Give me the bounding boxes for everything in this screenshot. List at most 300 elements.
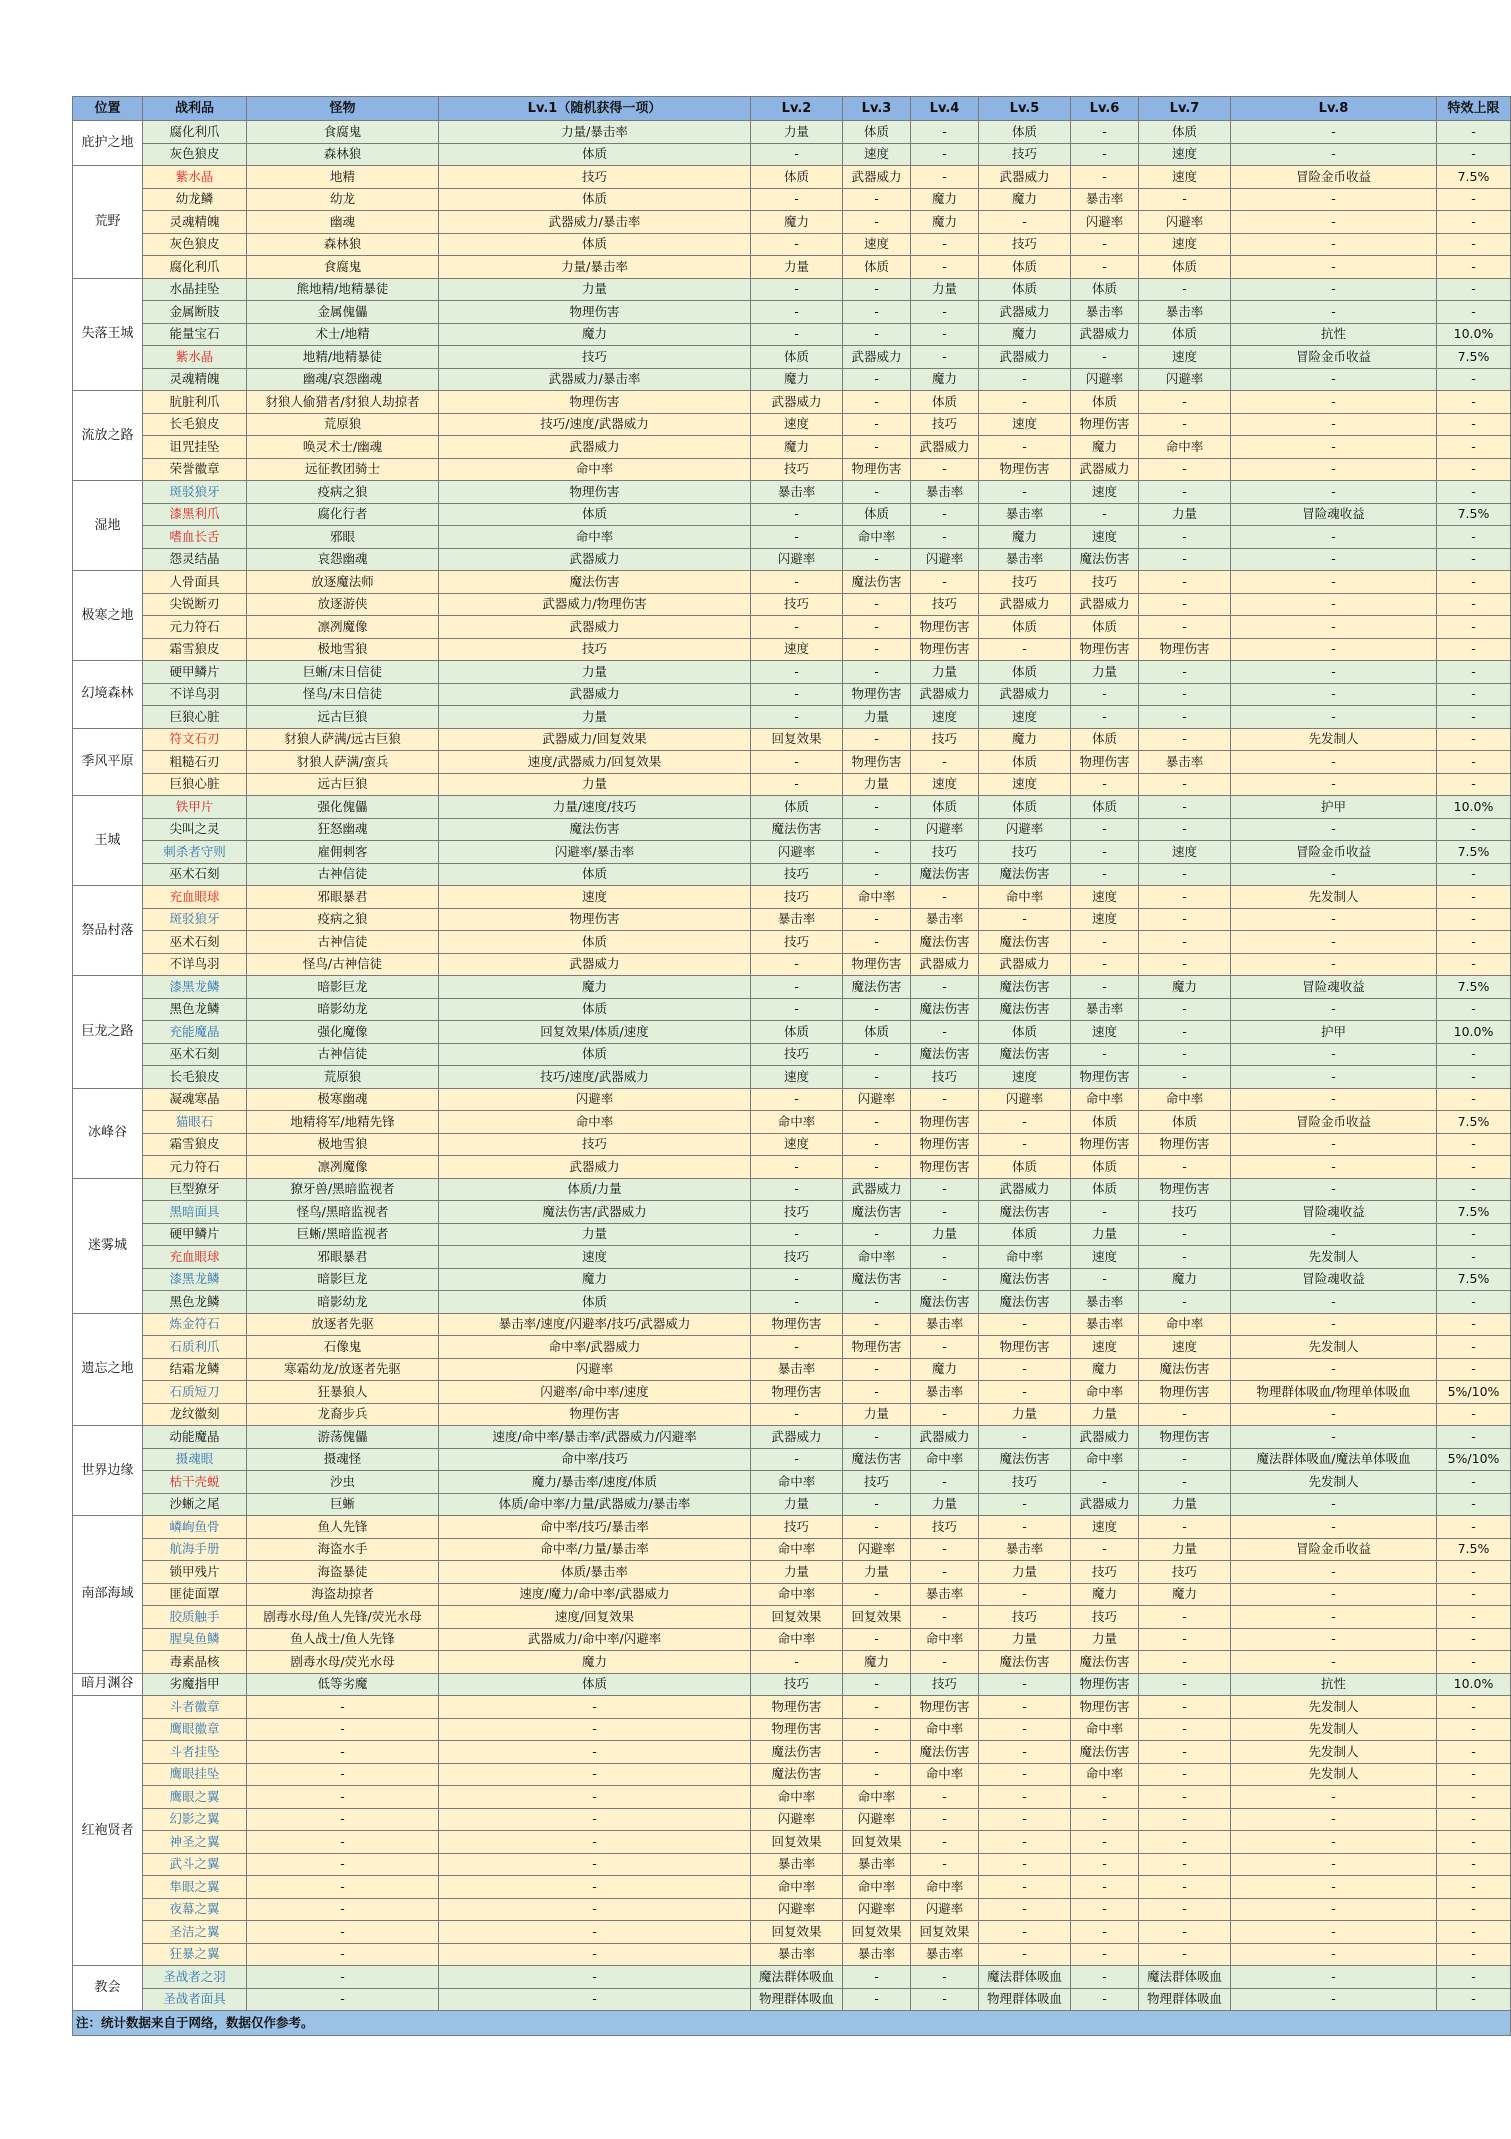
lv4-cell: - <box>911 256 979 279</box>
lv2-cell: - <box>751 1178 843 1201</box>
monster-cell: 古神信徒 <box>247 863 439 886</box>
effect-cap-cell: - <box>1437 1066 1511 1089</box>
lv5-cell: 武器威力 <box>979 166 1071 189</box>
lv6-cell: - <box>1071 1201 1139 1224</box>
loot-cell: 不详鸟羽 <box>143 683 247 706</box>
loot-cell: 元力符石 <box>143 616 247 639</box>
loot-cell: 充血眼球 <box>143 1246 247 1269</box>
lv1-cell: 技巧/速度/武器威力 <box>439 413 751 436</box>
lv3-cell: - <box>843 1718 911 1741</box>
lv6-cell: 体质 <box>1071 1111 1139 1134</box>
lv3-cell: 命中率 <box>843 1246 911 1269</box>
lv4-cell: 物理伤害 <box>911 1696 979 1719</box>
lv7-cell: - <box>1139 1516 1231 1539</box>
lv8-cell: - <box>1231 683 1437 706</box>
lv4-cell: 武器威力 <box>911 683 979 706</box>
location-cell: 荒野 <box>73 166 143 279</box>
lv5-cell: - <box>979 1763 1071 1786</box>
effect-cap-cell: - <box>1437 1358 1511 1381</box>
lv6-cell: 体质 <box>1071 728 1139 751</box>
lv6-cell: 暴击率 <box>1071 998 1139 1021</box>
lv5-cell: 命中率 <box>979 886 1071 909</box>
lv4-cell: 魔法伤害 <box>911 1043 979 1066</box>
monster-cell: 海盗水手 <box>247 1538 439 1561</box>
lv8-cell: - <box>1231 1291 1437 1314</box>
table-row <box>73 121 1511 144</box>
lv3-cell: - <box>843 481 911 504</box>
lv1-cell: 体质 <box>439 1291 751 1314</box>
effect-cap-cell: - <box>1437 301 1511 324</box>
footnote: 注：统计数据来自于网络，数据仅作参考。 <box>73 2011 1511 2036</box>
lv2-cell: 技巧 <box>751 1516 843 1539</box>
lv4-cell: - <box>911 751 979 774</box>
loot-table <box>72 96 1511 2036</box>
lv5-cell: 武器威力 <box>979 346 1071 369</box>
loot-cell: 巨狼心脏 <box>143 706 247 729</box>
lv4-cell: - <box>911 1178 979 1201</box>
lv2-cell: 速度 <box>751 1133 843 1156</box>
lv1-cell: 体质 <box>439 143 751 166</box>
lv8-cell: - <box>1231 301 1437 324</box>
lv2-cell: - <box>751 1088 843 1111</box>
column-header-lv5: Lv.5 <box>979 97 1071 121</box>
lv6-cell: - <box>1071 1786 1139 1809</box>
lv4-cell: 技巧 <box>911 728 979 751</box>
table-row <box>73 301 1511 324</box>
table-row <box>73 481 1511 504</box>
lv4-cell: 物理伤害 <box>911 1111 979 1134</box>
lv4-cell: 技巧 <box>911 841 979 864</box>
lv3-cell: - <box>843 638 911 661</box>
lv7-cell: - <box>1139 998 1231 1021</box>
lv1-cell: 力量/暴击率 <box>439 121 751 144</box>
location-cell: 教会 <box>73 1966 143 2011</box>
lv1-cell: 力量 <box>439 661 751 684</box>
lv6-cell: - <box>1071 931 1139 954</box>
lv6-cell: 物理伤害 <box>1071 751 1139 774</box>
lv3-cell: - <box>843 1988 911 2011</box>
lv5-cell: 魔法伤害 <box>979 976 1071 999</box>
effect-cap-cell: - <box>1437 548 1511 571</box>
lv8-cell: - <box>1231 998 1437 1021</box>
monster-cell: 疫病之狼 <box>247 908 439 931</box>
table-row <box>73 413 1511 436</box>
lv2-cell: 回复效果 <box>751 1921 843 1944</box>
lv2-cell: - <box>751 1223 843 1246</box>
note-row <box>73 2011 1511 2036</box>
lv6-cell: 闪避率 <box>1071 368 1139 391</box>
effect-cap-cell: 10.0% <box>1437 1673 1511 1696</box>
lv8-cell: - <box>1231 1583 1437 1606</box>
lv8-cell: 先发制人 <box>1231 1741 1437 1764</box>
monster-cell: 极地雪狼 <box>247 1133 439 1156</box>
lv5-cell: 技巧 <box>979 841 1071 864</box>
loot-cell: 凝魂寒晶 <box>143 1088 247 1111</box>
monster-cell: - <box>247 1696 439 1719</box>
effect-cap-cell: - <box>1437 1516 1511 1539</box>
lv5-cell: 体质 <box>979 1156 1071 1179</box>
lv8-cell: - <box>1231 638 1437 661</box>
location-cell: 王城 <box>73 796 143 886</box>
lv8-cell: - <box>1231 1921 1437 1944</box>
lv5-cell: 武器威力 <box>979 301 1071 324</box>
loot-cell: 幼龙鳞 <box>143 188 247 211</box>
lv5-cell: 闪避率 <box>979 1088 1071 1111</box>
effect-cap-cell: - <box>1437 1786 1511 1809</box>
lv2-cell: 暴击率 <box>751 908 843 931</box>
loot-cell: 炼金符石 <box>143 1313 247 1336</box>
lv5-cell: 体质 <box>979 616 1071 639</box>
lv7-cell: 闪避率 <box>1139 211 1231 234</box>
lv5-cell: 技巧 <box>979 571 1071 594</box>
table-row <box>73 1246 1511 1269</box>
table-row <box>73 863 1511 886</box>
loot-cell: 摄魂眼 <box>143 1448 247 1471</box>
lv1-cell: 命中率 <box>439 458 751 481</box>
lv2-cell: - <box>751 1448 843 1471</box>
lv7-cell: - <box>1139 1673 1231 1696</box>
lv5-cell: - <box>979 1943 1071 1966</box>
lv3-cell: - <box>843 616 911 639</box>
lv3-cell: - <box>843 1111 911 1134</box>
lv8-cell: - <box>1231 121 1437 144</box>
effect-cap-cell: - <box>1437 1426 1511 1449</box>
lv8-cell: 冒险魂收益 <box>1231 1268 1437 1291</box>
lv2-cell: 力量 <box>751 121 843 144</box>
table-row <box>73 346 1511 369</box>
loot-cell: 圣战者之羽 <box>143 1966 247 1989</box>
lv2-cell: - <box>751 661 843 684</box>
lv5-cell: - <box>979 1516 1071 1539</box>
monster-cell: - <box>247 1831 439 1854</box>
lv5-cell: - <box>979 1718 1071 1741</box>
lv1-cell: 速度/回复效果 <box>439 1606 751 1629</box>
loot-cell: 充血眼球 <box>143 886 247 909</box>
monster-cell: 哀怨幽魂 <box>247 548 439 571</box>
monster-cell: 森林狼 <box>247 233 439 256</box>
lv4-cell: 力量 <box>911 1493 979 1516</box>
monster-cell: 凛冽魔像 <box>247 1156 439 1179</box>
lv3-cell: 命中率 <box>843 1786 911 1809</box>
lv8-cell: - <box>1231 1831 1437 1854</box>
lv5-cell: 力量 <box>979 1403 1071 1426</box>
table-body <box>73 121 1511 2036</box>
lv4-cell: - <box>911 1268 979 1291</box>
lv4-cell: 速度 <box>911 706 979 729</box>
table-row <box>73 368 1511 391</box>
column-header-monster: 怪物 <box>247 97 439 121</box>
loot-cell: 猫眼石 <box>143 1111 247 1134</box>
location-cell: 庇护之地 <box>73 121 143 166</box>
lv8-cell: - <box>1231 1156 1437 1179</box>
lv3-cell: - <box>843 323 911 346</box>
effect-cap-cell: - <box>1437 1718 1511 1741</box>
lv4-cell: - <box>911 143 979 166</box>
lv2-cell: 物理伤害 <box>751 1696 843 1719</box>
lv5-cell: 体质 <box>979 1021 1071 1044</box>
lv1-cell: - <box>439 1741 751 1764</box>
lv6-cell: - <box>1071 256 1139 279</box>
effect-cap-cell: 7.5% <box>1437 1538 1511 1561</box>
lv8-cell: 冒险魂收益 <box>1231 1201 1437 1224</box>
lv5-cell: 魔法伤害 <box>979 863 1071 886</box>
lv1-cell: 命中率/力量/暴击率 <box>439 1538 751 1561</box>
lv3-cell: 闪避率 <box>843 1088 911 1111</box>
lv4-cell: 魔法伤害 <box>911 1741 979 1764</box>
lv3-cell: - <box>843 188 911 211</box>
lv3-cell: 命中率 <box>843 526 911 549</box>
lv5-cell: - <box>979 1831 1071 1854</box>
lv8-cell: - <box>1231 1358 1437 1381</box>
lv1-cell: 技巧 <box>439 166 751 189</box>
lv2-cell: 魔力 <box>751 436 843 459</box>
lv1-cell: 命中率/技巧/暴击率 <box>439 1516 751 1539</box>
table-row <box>73 751 1511 774</box>
lv5-cell: 命中率 <box>979 1246 1071 1269</box>
lv1-cell: 物理伤害 <box>439 1403 751 1426</box>
effect-cap-cell: - <box>1437 1763 1511 1786</box>
effect-cap-cell: - <box>1437 1831 1511 1854</box>
column-header-effect-cap: 特效上限 <box>1437 97 1511 121</box>
lv6-cell: - <box>1071 1898 1139 1921</box>
loot-cell: 怨灵结晶 <box>143 548 247 571</box>
lv1-cell: 力量 <box>439 706 751 729</box>
lv8-cell: 冒险魂收益 <box>1231 976 1437 999</box>
lv4-cell: 命中率 <box>911 1763 979 1786</box>
table-row <box>73 188 1511 211</box>
table-row <box>73 953 1511 976</box>
lv4-cell: - <box>911 571 979 594</box>
table-row <box>73 1538 1511 1561</box>
lv1-cell: 速度/武器威力/回复效果 <box>439 751 751 774</box>
lv4-cell: 物理伤害 <box>911 1133 979 1156</box>
effect-cap-cell: 7.5% <box>1437 166 1511 189</box>
lv2-cell: 体质 <box>751 796 843 819</box>
lv5-cell: 武器威力 <box>979 953 1071 976</box>
loot-cell: 巨狼心脏 <box>143 773 247 796</box>
lv5-cell: 魔法伤害 <box>979 1291 1071 1314</box>
lv4-cell: 暴击率 <box>911 1313 979 1336</box>
lv3-cell: - <box>843 1493 911 1516</box>
lv5-cell: - <box>979 908 1071 931</box>
lv8-cell: - <box>1231 1561 1437 1584</box>
loot-cell: 金属断肢 <box>143 301 247 324</box>
lv6-cell: - <box>1071 1808 1139 1831</box>
loot-cell: 漆黑利爪 <box>143 503 247 526</box>
lv6-cell: - <box>1071 818 1139 841</box>
lv8-cell: 先发制人 <box>1231 1763 1437 1786</box>
lv3-cell: 力量 <box>843 706 911 729</box>
effect-cap-cell: - <box>1437 1088 1511 1111</box>
lv3-cell: - <box>843 728 911 751</box>
lv3-cell: 武器威力 <box>843 166 911 189</box>
lv8-cell: - <box>1231 188 1437 211</box>
lv8-cell: - <box>1231 751 1437 774</box>
lv5-cell: - <box>979 1696 1071 1719</box>
table-row <box>73 841 1511 864</box>
lv2-cell: - <box>751 526 843 549</box>
table-row <box>73 638 1511 661</box>
lv8-cell: - <box>1231 1808 1437 1831</box>
lv6-cell: 速度 <box>1071 1246 1139 1269</box>
lv2-cell: 命中率 <box>751 1583 843 1606</box>
lv2-cell: - <box>751 503 843 526</box>
column-header-location: 位置 <box>73 97 143 121</box>
lv6-cell: - <box>1071 503 1139 526</box>
table-row <box>73 976 1511 999</box>
effect-cap-cell: 7.5% <box>1437 346 1511 369</box>
lv6-cell: 魔力 <box>1071 1358 1139 1381</box>
lv7-cell: 魔法群体吸血 <box>1139 1966 1231 1989</box>
monster-cell: 雇佣刺客 <box>247 841 439 864</box>
lv4-cell: - <box>911 458 979 481</box>
lv5-cell: - <box>979 1876 1071 1899</box>
lv4-cell: 暴击率 <box>911 1381 979 1404</box>
table-row <box>73 1313 1511 1336</box>
loot-cell: 灰色狼皮 <box>143 143 247 166</box>
table-row <box>73 1673 1511 1696</box>
lv6-cell: 速度 <box>1071 481 1139 504</box>
effect-cap-cell: - <box>1437 211 1511 234</box>
loot-cell: 人骨面具 <box>143 571 247 594</box>
column-header-lv1: Lv.1（随机获得一项） <box>439 97 751 121</box>
lv4-cell: 闪避率 <box>911 1898 979 1921</box>
lv4-cell: - <box>911 301 979 324</box>
lv4-cell: 暴击率 <box>911 481 979 504</box>
lv6-cell: 闪避率 <box>1071 211 1139 234</box>
monster-cell: 剧毒水母/鱼人先锋/荧光水母 <box>247 1606 439 1629</box>
lv2-cell: 命中率 <box>751 1471 843 1494</box>
lv5-cell: 魔力 <box>979 526 1071 549</box>
lv4-cell: - <box>911 1403 979 1426</box>
lv7-cell: 魔法伤害 <box>1139 1358 1231 1381</box>
lv8-cell: 先发制人 <box>1231 1336 1437 1359</box>
monster-cell: 腐化行者 <box>247 503 439 526</box>
lv5-cell: - <box>979 1741 1071 1764</box>
lv4-cell: - <box>911 1471 979 1494</box>
lv4-cell: 魔法伤害 <box>911 998 979 1021</box>
lv5-cell: - <box>979 368 1071 391</box>
table-row <box>73 1223 1511 1246</box>
lv8-cell: 物理群体吸血/物理单体吸血 <box>1231 1381 1437 1404</box>
lv6-cell: 命中率 <box>1071 1381 1139 1404</box>
lv8-cell: - <box>1231 953 1437 976</box>
lv6-cell: 体质 <box>1071 796 1139 819</box>
lv7-cell: 暴击率 <box>1139 751 1231 774</box>
lv1-cell: 体质 <box>439 998 751 1021</box>
lv1-cell: 技巧/速度/武器威力 <box>439 1066 751 1089</box>
monster-cell: 游荡傀儡 <box>247 1426 439 1449</box>
lv3-cell: 命中率 <box>843 1876 911 1899</box>
effect-cap-cell: - <box>1437 1651 1511 1674</box>
lv5-cell: 魔法群体吸血 <box>979 1966 1071 1989</box>
loot-cell: 尖叫之灵 <box>143 818 247 841</box>
monster-cell: 古神信徒 <box>247 1043 439 1066</box>
lv6-cell: 物理伤害 <box>1071 1133 1139 1156</box>
lv4-cell: - <box>911 1021 979 1044</box>
loot-cell: 嗜血长舌 <box>143 526 247 549</box>
lv1-cell: 力量/暴击率 <box>439 256 751 279</box>
lv3-cell: - <box>843 1966 911 1989</box>
lv7-cell: 速度 <box>1139 841 1231 864</box>
table-row <box>73 526 1511 549</box>
lv4-cell: - <box>911 346 979 369</box>
lv6-cell: - <box>1071 143 1139 166</box>
lv6-cell: - <box>1071 683 1139 706</box>
lv3-cell: 魔力 <box>843 1651 911 1674</box>
effect-cap-cell: - <box>1437 1921 1511 1944</box>
lv8-cell: - <box>1231 1853 1437 1876</box>
lv1-cell: 暴击率/速度/闪避率/技巧/武器威力 <box>439 1313 751 1336</box>
lv3-cell: - <box>843 1291 911 1314</box>
loot-cell: 劣魔指甲 <box>143 1673 247 1696</box>
table-row <box>73 1493 1511 1516</box>
lv8-cell: 冒险金币收益 <box>1231 1538 1437 1561</box>
effect-cap-cell: - <box>1437 1291 1511 1314</box>
lv3-cell: - <box>843 1673 911 1696</box>
lv2-cell: - <box>751 143 843 166</box>
lv3-cell: - <box>843 548 911 571</box>
lv2-cell: 物理伤害 <box>751 1718 843 1741</box>
lv4-cell: - <box>911 1651 979 1674</box>
monster-cell: 幼龙 <box>247 188 439 211</box>
effect-cap-cell: - <box>1437 1943 1511 1966</box>
lv8-cell: - <box>1231 773 1437 796</box>
lv4-cell: - <box>911 1246 979 1269</box>
loot-cell: 匪徒面罩 <box>143 1583 247 1606</box>
table-row <box>73 796 1511 819</box>
lv6-cell: 暴击率 <box>1071 301 1139 324</box>
lv3-cell: - <box>843 436 911 459</box>
lv4-cell: - <box>911 1538 979 1561</box>
lv8-cell: - <box>1231 1426 1437 1449</box>
lv1-cell: - <box>439 1988 751 2011</box>
table-row <box>73 1471 1511 1494</box>
lv7-cell: - <box>1139 458 1231 481</box>
lv3-cell: - <box>843 413 911 436</box>
lv7-cell: 物理伤害 <box>1139 638 1231 661</box>
lv5-cell: - <box>979 1808 1071 1831</box>
lv8-cell: 先发制人 <box>1231 1246 1437 1269</box>
effect-cap-cell: - <box>1437 728 1511 751</box>
lv7-cell: 技巧 <box>1139 1561 1231 1584</box>
lv4-cell: - <box>911 1336 979 1359</box>
table-row <box>73 773 1511 796</box>
lv7-cell: - <box>1139 188 1231 211</box>
effect-cap-cell: 10.0% <box>1437 1021 1511 1044</box>
lv2-cell: - <box>751 278 843 301</box>
monster-cell: 低等劣魔 <box>247 1673 439 1696</box>
lv5-cell: - <box>979 1921 1071 1944</box>
lv4-cell: - <box>911 166 979 189</box>
lv3-cell: - <box>843 211 911 234</box>
monster-cell: 怪鸟/古神信徒 <box>247 953 439 976</box>
loot-cell: 隼眼之翼 <box>143 1876 247 1899</box>
lv1-cell: 闪避率 <box>439 1358 751 1381</box>
loot-cell: 水晶挂坠 <box>143 278 247 301</box>
effect-cap-cell: - <box>1437 886 1511 909</box>
lv6-cell: 暴击率 <box>1071 1313 1139 1336</box>
lv5-cell: 体质 <box>979 256 1071 279</box>
lv7-cell: - <box>1139 1021 1231 1044</box>
lv1-cell: 力量/速度/技巧 <box>439 796 751 819</box>
lv4-cell: - <box>911 1201 979 1224</box>
lv7-cell: - <box>1139 773 1231 796</box>
lv4-cell: 魔法伤害 <box>911 1291 979 1314</box>
lv4-cell: 回复效果 <box>911 1921 979 1944</box>
lv5-cell: 速度 <box>979 706 1071 729</box>
lv6-cell: 命中率 <box>1071 1088 1139 1111</box>
